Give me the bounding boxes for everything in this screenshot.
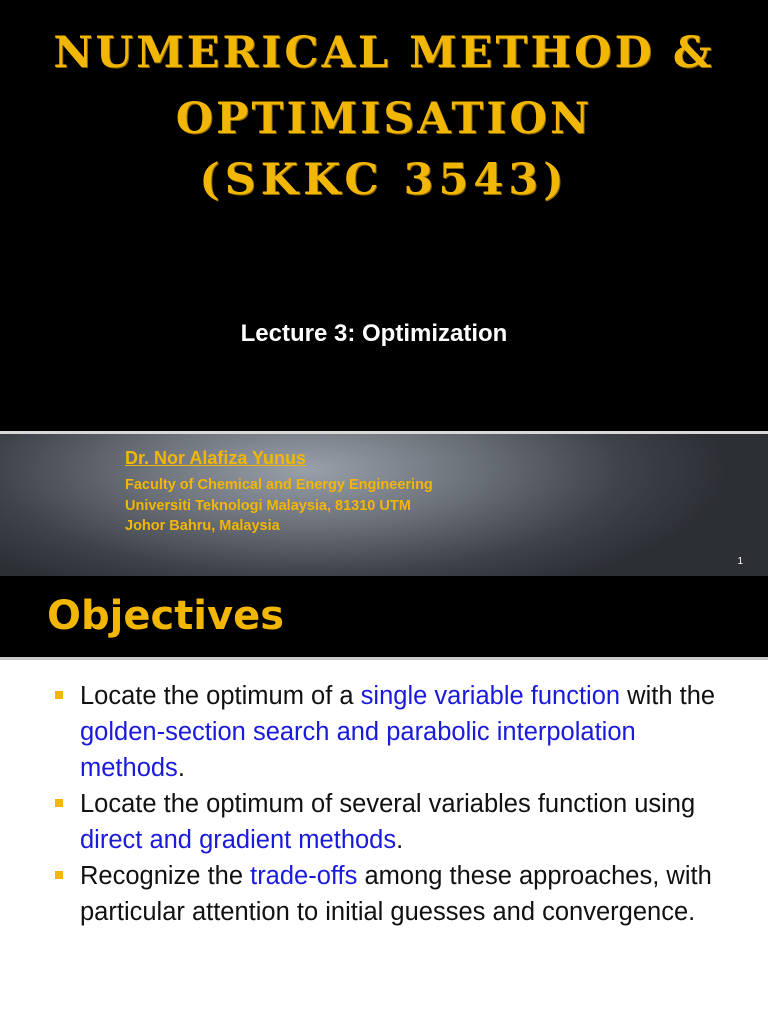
objective-item xyxy=(52,678,742,786)
objective-item xyxy=(52,786,742,858)
author-location: Johor Bahru, Malaysia xyxy=(125,518,280,534)
bullet-square-icon xyxy=(55,871,63,879)
author-university: Universiti Teknologi Malaysia, 81310 UTM xyxy=(125,498,411,514)
objective-text: . xyxy=(177,754,185,782)
author-name: Dr. Nor Alafiza Yunus xyxy=(125,448,307,468)
objective-text: . xyxy=(396,826,404,854)
course-title-line-1: NUMERICAL METHOD & xyxy=(53,28,715,78)
objective-text: Recognize the xyxy=(80,862,251,890)
objectives-list xyxy=(52,678,742,930)
objective-highlight: trade-offs xyxy=(250,862,358,890)
lecture-subtitle: Lecture 3: Optimization xyxy=(240,320,508,347)
objective-text: with the xyxy=(620,682,716,710)
objectives-header xyxy=(0,576,768,660)
objectives-title: Objectives xyxy=(47,593,285,639)
objective-text: among these approaches, with particular attention to initial guesses and convergence. xyxy=(80,862,712,926)
course-code: (SKKC 3543) xyxy=(199,155,569,205)
objective-item xyxy=(52,858,742,930)
slide-number: 1 xyxy=(737,556,743,567)
bullet-square-icon xyxy=(55,799,63,807)
author-band xyxy=(0,431,768,576)
bullet-square-icon xyxy=(55,691,63,699)
author-faculty: Faculty of Chemical and Energy Engineering xyxy=(125,477,433,493)
course-title-line-2: OPTIMISATION xyxy=(175,94,593,144)
objective-highlight: direct and gradient methods xyxy=(80,826,397,854)
objective-text: Locate the optimum of several variables function using xyxy=(80,790,696,818)
objective-text: Locate the optimum of a xyxy=(80,682,361,710)
objective-highlight: single variable function xyxy=(360,682,621,710)
objectives-slide xyxy=(0,576,768,1024)
objective-highlight: golden-section search and parabolic interpolation methods xyxy=(80,718,636,782)
